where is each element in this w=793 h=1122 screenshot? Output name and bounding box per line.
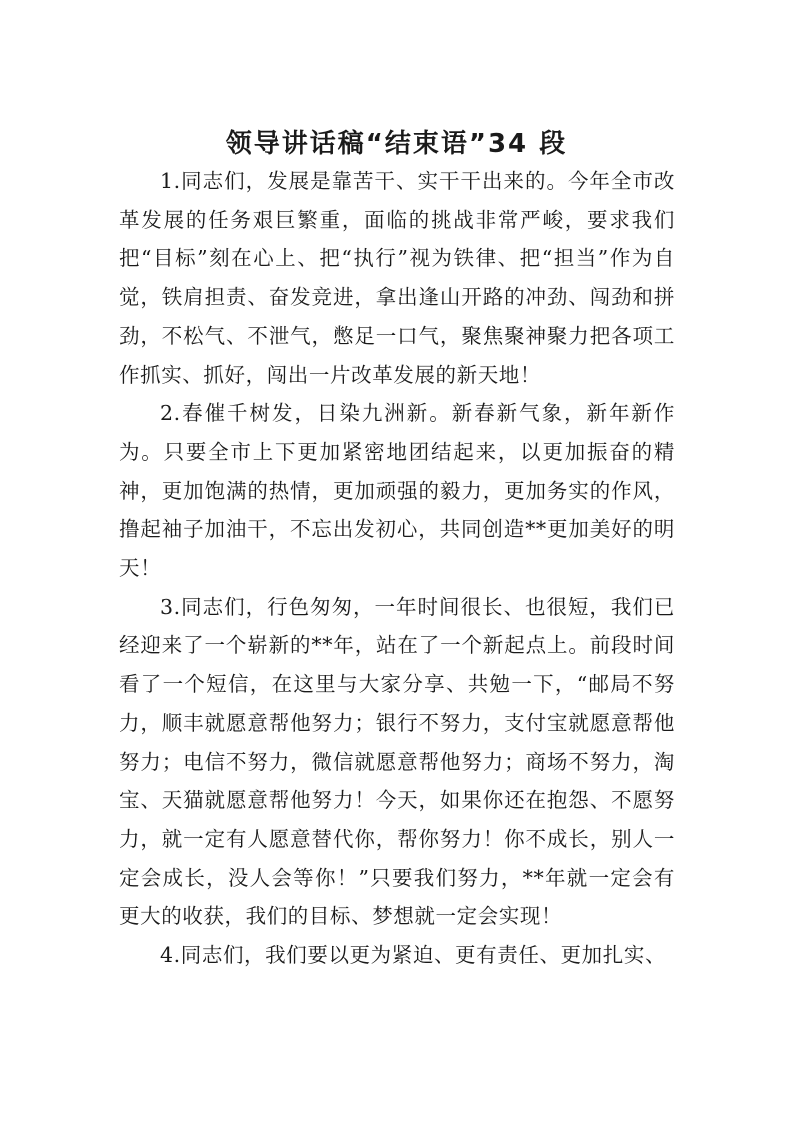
paragraph-3: 3.同志们，行色匆匆，一年时间很长、也很短，我们已经迎来了一个崭新的**年，站在了一个新起点上。前段时间看了一个短信，在这里与大家分享、共勉一下，“邮局不努力，顺丰就愿意帮他努力；银行不努力，支付宝就愿意帮他努力；电信不努力，微信就愿意帮他努力；商场不努力，淘宝、天猫就愿意帮他努力！今天，如果你还在抱怨、不愿努力，就一定有人愿意替代你，帮你努力！你不成长，别人一定会成长，没人会等你！”只要我们努力，**年就一定会有更大的收获，我们的目标、梦想就一定会实现！ — [119, 594, 675, 929]
paragraph-2: 2.春催千树发，日染九洲新。新春新气象，新年新作为。只要全市上下更加紧密地团结起来，以更加振奋的精神，更加饱满的热情，更加顽强的毅力，更加务实的作风，撸起袖子加油干，不忘出发初心，共同创造**更加美好的明天！ — [119, 401, 675, 581]
document-body — [119, 162, 675, 975]
paragraph-4: 4.同志们，我们要以更为紧迫、更有责任、更加扎实、 — [160, 943, 667, 968]
paragraph-1: 1.同志们，发展是靠苦干、实干干出来的。今年全市改革发展的任务艰巨繁重，面临的挑战非常严峻，要求我们把“目标”刻在心上、把“执行”视为铁律、把“担当”作为自觉，铁肩担责、奋发竞进，拿出逢山开路的冲劲、闯劲和拼劲，不松气、不泄气，憋足一口气，聚焦聚神聚力把各项工作抓实、抓好，闯出一片改革发展的新天地！ — [119, 169, 675, 387]
page-title: 领导讲话稿“结束语”34 段 — [225, 129, 568, 159]
